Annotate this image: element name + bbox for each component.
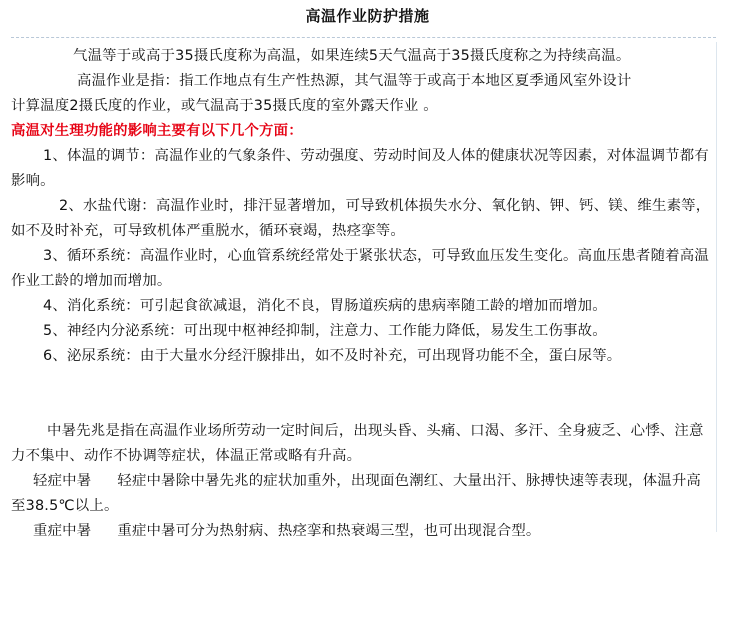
section-heading: 高温对生理功能的影响主要有以下几个方面： xyxy=(11,123,303,139)
list-item-water-salt: 2、水盐代谢：高温作业时，排汗显著增加，可导致机体损失水分、氧化钠、钾、钙、镁、维生素等，如不及时补充，可导致机体严重脱水，循环衰竭，热痉挛等。 xyxy=(11,198,711,239)
list-item-body-temp: 1、体温的调节：高温作业的气象条件、劳动强度、劳动时间及人体的健康状况等因素，对体温调节都有影响。 xyxy=(11,148,709,189)
list-item-digestion: 4、消化系统：可引起食欲减退，消化不良，胃肠道疾病的患病率随工龄的增加而增加。 xyxy=(43,298,607,314)
paragraph-definition-work-b: 计算温度2摄氏度的作业，或气温高于35摄氏度的室外露天作业 。 xyxy=(11,98,438,114)
page-title: 高温作业防护措施 xyxy=(305,7,430,25)
mild-heatstroke-text: 轻症中暑除中暑先兆的症状加重外，出现面色潮红、大量出汗、脉搏快速等表现，体温升高至38.5℃以上。 xyxy=(11,473,702,514)
article-body xyxy=(11,44,711,544)
severe-heatstroke-text: 重症中暑可分为热射病、热痉挛和热衰竭三型，也可出现混合型。 xyxy=(117,523,541,539)
paragraph-definition-work-a: 高温作业是指：指工作地点有生产性热源，其气温等于或高于本地区夏季通风室外设计 xyxy=(77,73,632,89)
paragraph-mild-heatstroke xyxy=(11,469,711,519)
content-right-border xyxy=(716,42,717,532)
title-divider xyxy=(11,37,716,38)
list-item-neuro: 5、神经内分泌系统：可出现中枢神经抑制，注意力、工作能力降低，易发生工伤事故。 xyxy=(43,323,607,339)
severe-heatstroke-label: 重症中暑 xyxy=(33,523,92,539)
list-item-urinary: 6、泌尿系统：由于大量水分经汗腺排出，如不及时补充，可出现肾功能不全，蛋白尿等。 xyxy=(43,348,622,364)
list-item-circulation: 3、循环系统：高温作业时，心血管系统经常处于紧张状态，可导致血压发生变化。高血压患者随着高温作业工龄的增加而增加。 xyxy=(11,248,709,289)
paragraph-severe-heatstroke xyxy=(11,519,711,544)
paragraph-definition-high-temp: 气温等于或高于35摄氏度称为高温，如果连续5天气温高于35摄氏度称之为持续高温。 xyxy=(73,48,631,64)
spacer xyxy=(11,369,711,419)
mild-heatstroke-label: 轻症中暑 xyxy=(33,473,92,489)
paragraph-heatstroke-precursor: 中暑先兆是指在高温作业场所劳动一定时间后，出现头昏、头痛、口渴、多汗、全身疲乏、心悸、注意力不集中、动作不协调等症状，体温正常或略有升高。 xyxy=(11,423,704,464)
